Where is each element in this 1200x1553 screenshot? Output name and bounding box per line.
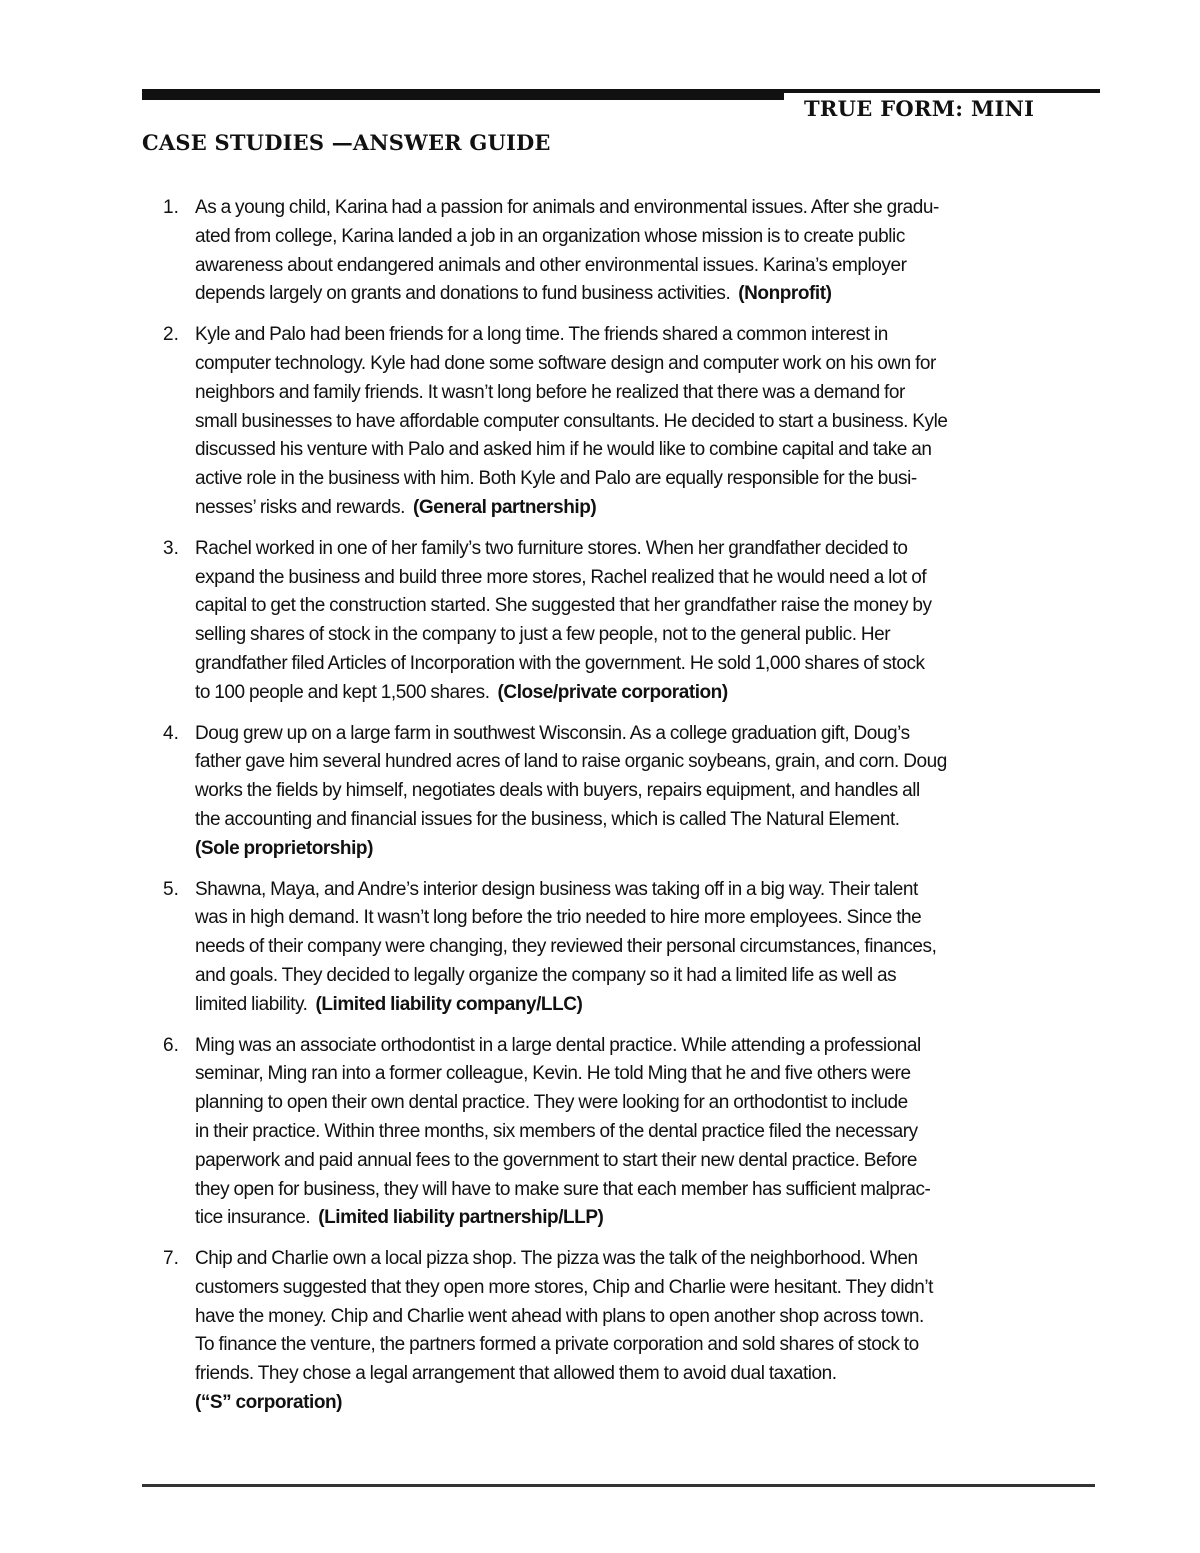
case-line: expand the business and build three more stores, Rachel realized that he would need a lot of: [195, 566, 927, 588]
case-line: ated from college, Karina landed a job in an organization whose mission is to create public: [195, 225, 905, 247]
case-answer: (Limited liability company/LLC): [315, 993, 583, 1015]
case-line: computer technology. Kyle had done some software design and computer work on his own for: [195, 352, 936, 374]
case-text: [195, 1032, 1098, 1234]
case-answer: (Close/private corporation): [497, 681, 728, 703]
case-answer: (“S” corporation): [195, 1392, 343, 1414]
case-answer: (General partnership): [412, 496, 597, 518]
form-label: TRUE FORM: MINI: [804, 96, 1035, 121]
case-number: 4.: [163, 722, 179, 744]
case-line: needs of their company were changing, they reviewed their personal circumstances, finances,: [195, 936, 937, 958]
case-item: [163, 321, 1098, 523]
case-number: 5.: [163, 878, 179, 900]
case-line: Shawna, Maya, and Andre’s interior design business was taking off in a big way. Their talent: [195, 878, 918, 900]
case-line: in their practice. Within three months, six members of the dental practice filed the necessary: [195, 1120, 918, 1142]
case-text: [195, 876, 1098, 1020]
case-line: planning to open their own dental practice. They were looking for an orthodontist to include: [195, 1092, 908, 1114]
case-item: [163, 876, 1098, 1020]
case-line: have the money. Chip and Charlie went ahead with plans to open another shop across town.: [195, 1305, 924, 1327]
case-line: to 100 people and kept 1,500 shares.: [195, 681, 490, 703]
case-item: [163, 535, 1098, 708]
case-text: [195, 1245, 1098, 1418]
case-line: To finance the venture, the partners formed a private corporation and sold shares of stock to: [195, 1334, 919, 1356]
case-item: [163, 1245, 1098, 1418]
case-line: selling shares of stock in the company to just a few people, not to the general public. Her: [195, 624, 891, 646]
case-line: friends. They chose a legal arrangement that allowed them to avoid dual taxation.: [195, 1363, 837, 1385]
case-line: the accounting and financial issues for the business, which is called The Natural Element.: [195, 808, 900, 830]
case-item: [163, 1032, 1098, 1234]
case-line: active role in the business with him. Both Kyle and Palo are equally responsible for the busi-: [195, 468, 917, 490]
page-title: CASE STUDIES —ANSWER GUIDE: [142, 130, 551, 155]
case-number: 3.: [163, 537, 179, 559]
case-line: tice insurance.: [195, 1207, 311, 1229]
case-text: [195, 535, 1098, 708]
case-line: paperwork and paid annual fees to the government to start their new dental practice. Before: [195, 1149, 918, 1171]
case-answer: (Limited liability partnership/LLP): [318, 1207, 604, 1229]
header-rule-thin: [784, 89, 1100, 93]
case-line: limited liability.: [195, 993, 308, 1015]
case-line: As a young child, Karina had a passion for animals and environmental issues. After she gradu-: [195, 197, 939, 218]
case-item: [163, 194, 1098, 309]
case-line: works the fields by himself, negotiates deals with buyers, repairs equipment, and handles all: [195, 780, 920, 802]
case-line: Ming was an associate orthodontist in a large dental practice. While attending a professional: [195, 1034, 921, 1056]
case-line: neighbors and family friends. It wasn’t long before he realized that there was a demand for: [195, 381, 905, 403]
case-list: [163, 194, 1098, 1430]
case-number: 2.: [163, 324, 179, 346]
case-line: Chip and Charlie own a local pizza shop. The pizza was the talk of the neighborhood. When: [195, 1248, 918, 1270]
case-text: [195, 321, 1098, 523]
case-line: grandfather filed Articles of Incorporation with the government. He sold 1,000 shares of stock: [195, 652, 925, 674]
case-line: was in high demand. It wasn’t long before the trio needed to hire more employees. Since the: [195, 907, 922, 929]
case-line: capital to get the construction started. She suggested that her grandfather raise the money by: [195, 595, 932, 617]
case-answer: (Sole proprietorship): [195, 837, 373, 859]
case-number: 1.: [163, 197, 179, 218]
case-answer: (Nonprofit): [738, 283, 832, 305]
case-line: they open for business, they will have to make sure that each member has sufficient malprac-: [195, 1178, 931, 1200]
case-line: depends largely on grants and donations to fund business activities.: [195, 283, 731, 305]
case-item: [163, 720, 1098, 864]
case-line: customers suggested that they open more stores, Chip and Charlie were hesitant. They didn’t: [195, 1276, 933, 1298]
case-line: father gave him several hundred acres of land to raise organic soybeans, grain, and corn. Doug: [195, 751, 947, 773]
case-text: [195, 720, 1098, 864]
case-number: 7.: [163, 1248, 179, 1270]
case-number: 6.: [163, 1034, 179, 1056]
case-line: and goals. They decided to legally organize the company so it had a limited life as well as: [195, 964, 897, 986]
case-line: Kyle and Palo had been friends for a long time. The friends shared a common interest in: [195, 324, 888, 346]
case-line: awareness about endangered animals and other environmental issues. Karina’s employer: [195, 254, 907, 276]
case-line: Rachel worked in one of her family’s two furniture stores. When her grandfather decided to: [195, 537, 908, 559]
case-line: seminar, Ming ran into a former colleague, Kevin. He told Ming that he and five others were: [195, 1063, 911, 1085]
case-line: discussed his venture with Palo and asked him if he would like to combine capital and take an: [195, 439, 932, 461]
footer-rule: [142, 1484, 1095, 1487]
header-rule-thick: [142, 89, 784, 100]
case-line: nesses’ risks and rewards.: [195, 496, 405, 518]
case-line: small businesses to have affordable computer consultants. He decided to start a business. Kyle: [195, 410, 948, 432]
case-text: [195, 194, 1098, 309]
case-line: Doug grew up on a large farm in southwest Wisconsin. As a college graduation gift, Doug’s: [195, 722, 910, 744]
